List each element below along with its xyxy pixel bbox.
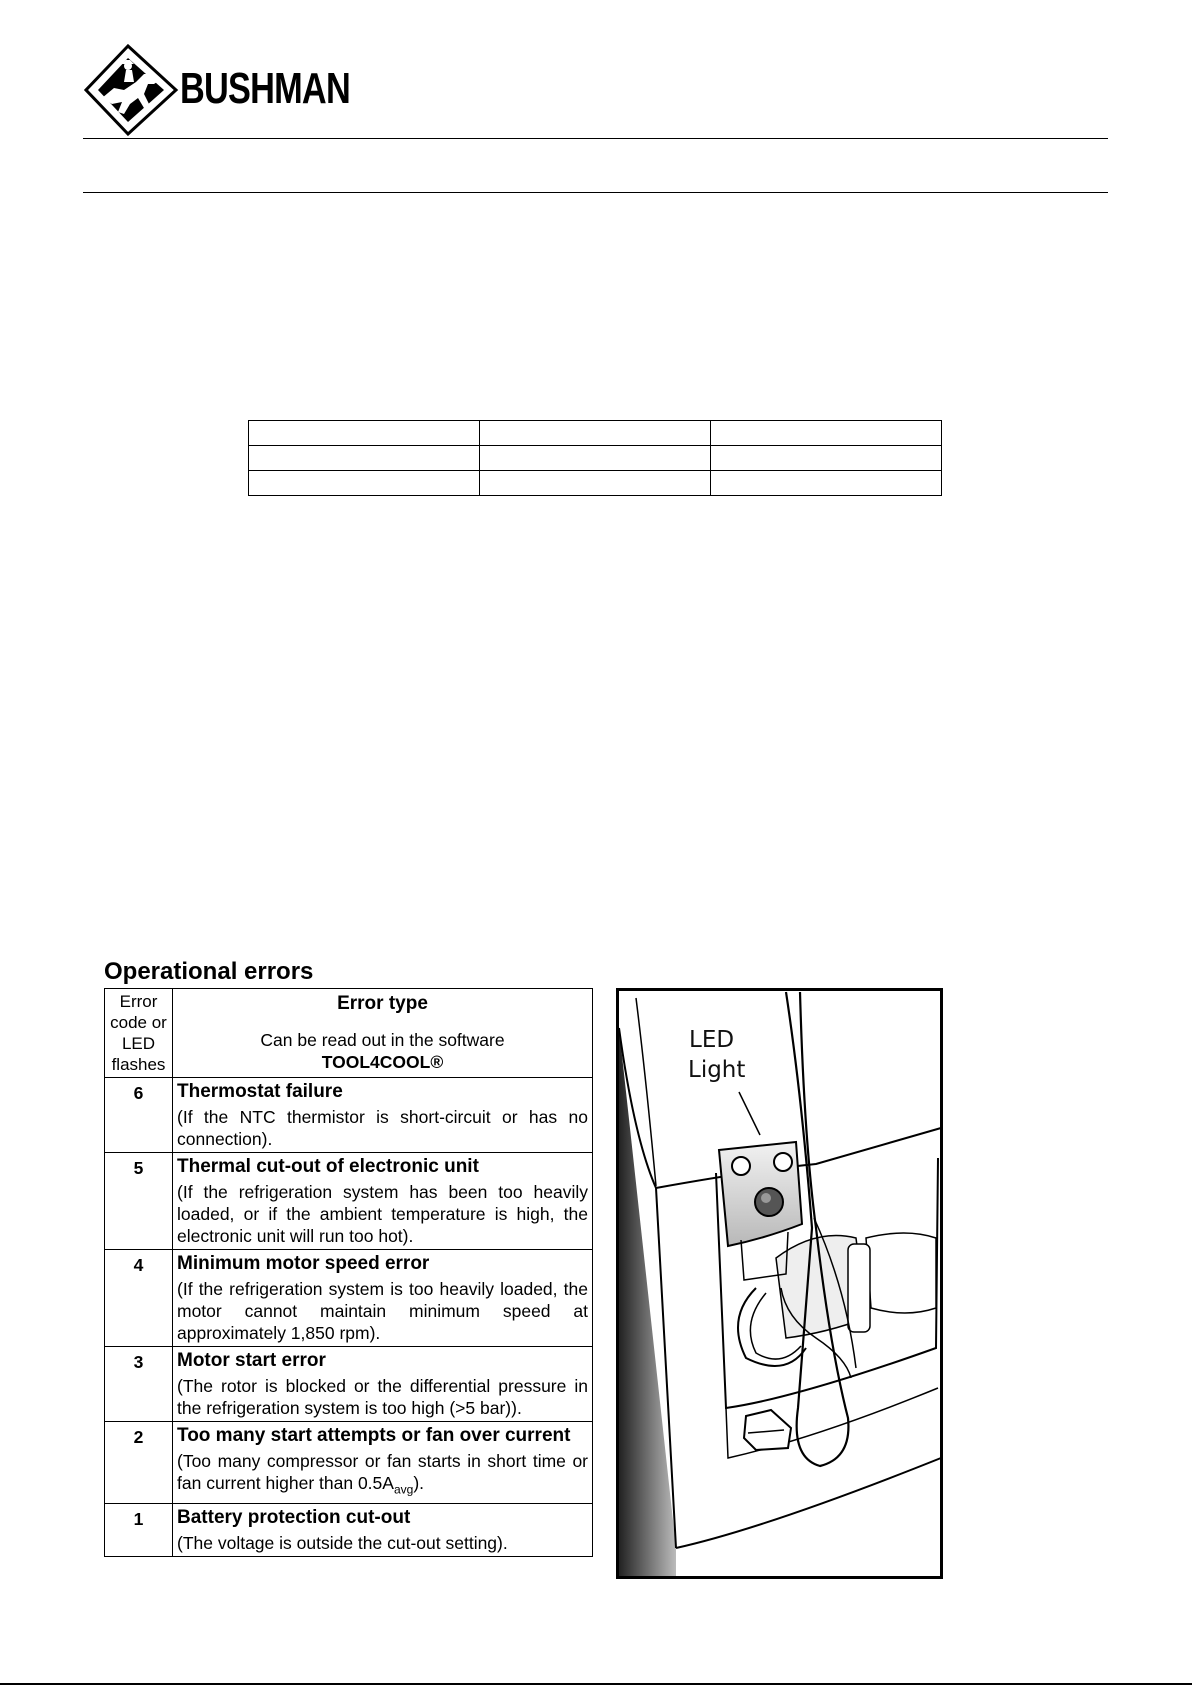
operational-errors-table [104, 988, 593, 1557]
rider-emblem-icon [84, 44, 184, 136]
table-cell [249, 471, 480, 496]
table-row [105, 1153, 593, 1250]
table-row [249, 471, 942, 496]
error-code: 2 [105, 1422, 173, 1504]
led-label-line1: LED [689, 1027, 735, 1053]
header-error-type [173, 989, 593, 1078]
error-description [173, 1153, 593, 1250]
led-label-line2: Light [688, 1057, 746, 1083]
error-body-suffix: ). [413, 1473, 425, 1493]
error-body [177, 1450, 588, 1501]
error-body: (If the NTC thermistor is short-circuit or has no connection). [177, 1107, 588, 1149]
table-row [105, 1347, 593, 1422]
error-body: (The rotor is blocked or the differential pressure in the refrigeration system is too high (>5 bar)). [177, 1376, 588, 1418]
error-code: 5 [105, 1153, 173, 1250]
error-description [173, 1250, 593, 1347]
header-error-type-note: Can be read out in the software [260, 1030, 505, 1050]
table-cell [711, 446, 942, 471]
table-row [105, 1078, 593, 1153]
error-description [173, 1347, 593, 1422]
error-title: Too many start attempts or fan over current [177, 1425, 571, 1446]
header-rule-bottom [83, 192, 1108, 193]
table-row [249, 446, 942, 471]
header-error-code: Error code or LED flashes [105, 989, 173, 1078]
error-body: (If the refrigeration system has been too heavily loaded, or if the ambient temperature is high, the electronic unit will run too hot). [177, 1182, 588, 1246]
table-row [105, 1503, 593, 1556]
error-description [173, 1503, 593, 1556]
error-body: (The voltage is outside the cut-out setting). [177, 1532, 508, 1553]
error-title: Thermal cut-out of electronic unit [177, 1156, 479, 1177]
table-header-row [105, 989, 593, 1078]
error-body: (If the refrigeration system is too heavily loaded, the motor cannot maintain minimum speed at approximately 1,850 rpm). [177, 1279, 588, 1343]
header-error-type-title: Error type [337, 993, 428, 1014]
led-light-illustration [616, 988, 943, 1579]
table-row [105, 1422, 593, 1504]
table-row [249, 421, 942, 446]
error-description [173, 1422, 593, 1504]
blank-grid-table [248, 420, 942, 496]
error-code: 1 [105, 1503, 173, 1556]
error-title: Thermostat failure [177, 1081, 343, 1102]
error-code: 6 [105, 1078, 173, 1153]
table-cell [480, 446, 711, 471]
error-body-subscript: avg [393, 1482, 414, 1497]
table-cell [249, 421, 480, 446]
table-cell [249, 446, 480, 471]
table-row [105, 1250, 593, 1347]
header-error-type-software: TOOL4COOL® [321, 1052, 444, 1072]
error-code: 4 [105, 1250, 173, 1347]
error-title: Motor start error [177, 1350, 326, 1371]
table-cell [711, 421, 942, 446]
brand-name: BUSHMAN [180, 64, 350, 113]
error-body-prefix: (Too many compressor or fan starts in short time or fan current higher than 0.5A [177, 1451, 588, 1493]
table-cell [480, 421, 711, 446]
error-title: Minimum motor speed error [177, 1253, 430, 1274]
error-code: 3 [105, 1347, 173, 1422]
fridge-control-panel-drawing [616, 988, 943, 1579]
error-description [173, 1078, 593, 1153]
error-title: Battery protection cut-out [177, 1506, 411, 1528]
header-rule-top [83, 138, 1108, 139]
table-cell [480, 471, 711, 496]
table-cell [711, 471, 942, 496]
section-title: Operational errors [104, 958, 314, 985]
